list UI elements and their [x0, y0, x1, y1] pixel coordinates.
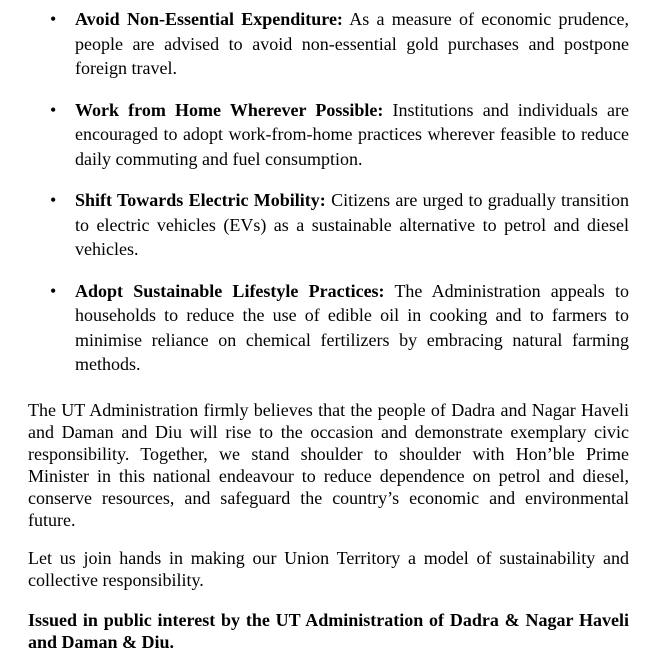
- bullet-title: Shift Towards Electric Mobility:: [75, 190, 326, 210]
- join-hands-paragraph: Let us join hands in making our Union Territory a model of sustainability and collective responsibility.: [28, 548, 629, 590]
- bullet-text: Institutions and individuals are encouraged to adopt work-from-home practices wherever feasible to reduce daily commuting and fuel consumption.: [75, 99, 630, 169]
- bullet-text: The Administration appeals to households to reduce the use of edible oil in cooking and to farmers to minimise reliance on chemical fertilizers by embracing natural farming methods.: [75, 280, 629, 374]
- bullet-icon: •: [50, 190, 57, 210]
- advisory-list: [0, 7, 663, 394]
- list-item-work-from-home: [0, 98, 663, 172]
- bullet-icon: •: [50, 280, 57, 301]
- bullet-title: Avoid Non-Essential Expenditure:: [75, 9, 343, 29]
- bullet-text: Citizens are urged to gradually transition to electric vehicles (EVs) as a sustainable alternative to petrol and diesel vehicles.: [75, 190, 630, 259]
- list-item-avoid-expenditure: [0, 7, 663, 81]
- issued-by-statement: Issued in public interest by the UT Administration of Dadra & Nagar Haveli and Daman & Diu.: [28, 610, 629, 652]
- belief-paragraph: The UT Administration firmly believes that the people of Dadra and Nagar Haveli and Daman and Diu will rise to the occasion and demonstrate exemplary civic responsibility. Together, we stand shoulder to shoulder with Hon’ble Prime Minister in this national endeavour to reduce dependence on petrol and diesel, conserve resources, and safeguard the country’s economic and environmental future.: [28, 400, 629, 530]
- bullet-title: Work from Home Wherever Possible:: [75, 99, 384, 120]
- bullet-text: As a measure of economic prudence, people are advised to avoid non-essential gold purchases and postpone foreign travel.: [75, 9, 630, 78]
- list-item-electric-mobility: [0, 188, 663, 262]
- bullet-icon: •: [50, 9, 57, 29]
- bullet-icon: •: [50, 99, 57, 120]
- list-item-sustainable-lifestyle: [0, 279, 663, 377]
- bullet-title: Adopt Sustainable Lifestyle Practices:: [75, 280, 385, 301]
